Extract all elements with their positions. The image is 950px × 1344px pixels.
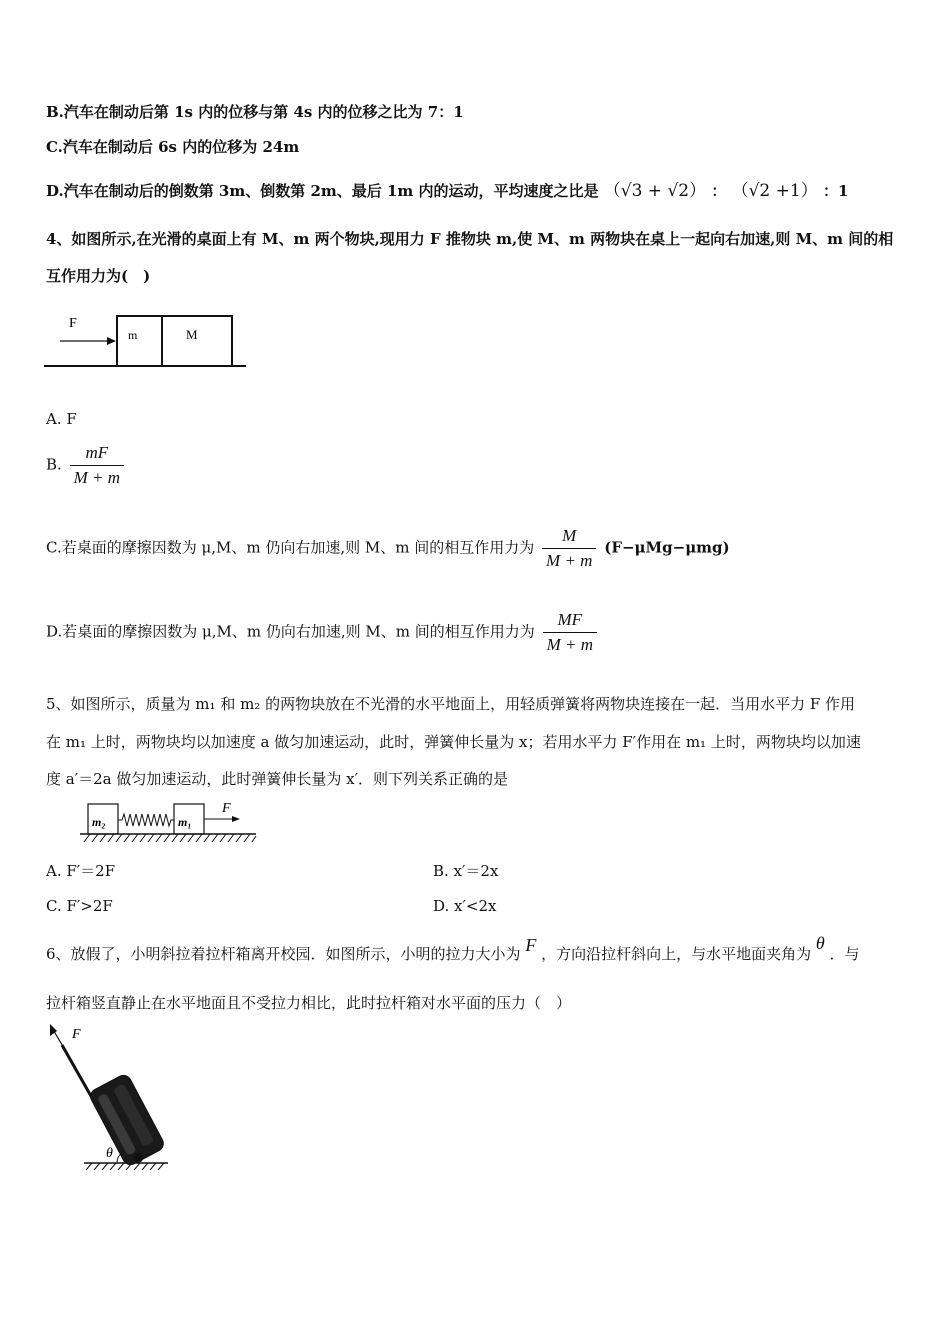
q5-option-c: C. F′>2F [46, 897, 113, 915]
q5-ground-hatch [84, 834, 256, 842]
q4-option-d-text: D.若桌面的摩擦因数为 μ,M、m 仍向右加速,则 M、m 间的相互作用力为 [46, 622, 535, 641]
q6-stem-line1 [46, 933, 860, 964]
q4-option-d [46, 610, 600, 655]
q5-block-m2-label: m₂ [92, 815, 106, 829]
q4-option-b-den: M + m [70, 465, 124, 488]
q5-option-a: A. F′＝2F [46, 862, 116, 880]
q4-option-d-den: M + m [543, 632, 597, 655]
q5-force-label: F [222, 801, 231, 816]
q4-block-M-label: M [186, 327, 198, 342]
q3-option-c: C.汽车在制动后 6s 内的位移为 24m [46, 138, 300, 156]
q5-stem-line2: 在 m₁ 上时，两物块均以加速度 a 做匀加速运动，此时，弹簧伸长量为 x；若用水平力 F′作用在 m₁ 上时，两物块均以加速 [46, 733, 861, 751]
q4-option-b-num: mF [85, 443, 109, 462]
q5-force-arrowhead [232, 816, 240, 822]
q4-block-m [117, 316, 162, 366]
q5-spring [118, 814, 174, 826]
q6-figure [40, 1020, 180, 1180]
q4-block-m-label: m [128, 328, 138, 342]
q3-option-d-ratio-b: （√2 +1） [731, 181, 818, 201]
q6-force-label: F [72, 1027, 81, 1042]
q4-option-d-num: MF [557, 610, 583, 629]
q6-stem-f: F [525, 935, 537, 955]
q6-stem-line1-a: 6、放假了，小明斜拉着拉杆箱离开校园．如图所示，小明的拉力大小为 [46, 945, 521, 963]
q4-stem-line2: 互作用力为( ) [46, 267, 151, 285]
q4-option-a: A. F [46, 410, 77, 428]
q4-option-b-fraction [70, 443, 124, 488]
q4-option-b [46, 443, 127, 488]
q5-option-b: B. x′＝2x [433, 862, 499, 880]
q3-option-d-sep: ： [711, 182, 727, 200]
q6-stem-line1-c: ．与 [829, 945, 860, 963]
q6-stem-theta: θ [815, 933, 825, 953]
q4-stem-line1: 4、如图所示,在光滑的桌面上有 M、m 两个物块,现用力 F 推物块 m,使 M、m 两物块在桌上一起向右加速,则 M、m 间的相 [46, 230, 894, 248]
q3-option-d [46, 181, 848, 201]
q6-wheel [133, 1153, 143, 1163]
q4-force-label: F [69, 316, 77, 331]
q3-option-d-text: D.汽车在制动后的倒数第 3m、倒数第 2m、最后 1m 内的运动，平均速度之比是 [46, 182, 599, 200]
q5-block-m1-label: m₁ [178, 815, 192, 829]
q4-option-c-fraction [542, 526, 596, 571]
q6-angle-label: θ [106, 1146, 113, 1161]
q3-option-b: B.汽车在制动后第 1s 内的位移与第 4s 内的位移之比为 7：1 [46, 103, 464, 121]
q3-option-d-ratio-a: （√3 + √2） [603, 181, 707, 201]
q4-option-b-prefix: B. [46, 455, 62, 474]
q5-option-d: D. x′<2x [433, 897, 497, 915]
q6-suitcase [88, 1073, 166, 1168]
q4-option-c-text: C.若桌面的摩擦因数为 μ,M、m 仍向右加速,则 M、m 间的相互作用力为 [46, 538, 535, 557]
q4-force-arrowhead [107, 337, 116, 345]
q4-option-c-num: M [562, 526, 577, 545]
q4-figure [44, 308, 254, 370]
q4-option-c-den: M + m [542, 548, 596, 571]
q6-stem-line2: 拉杆箱竖直静止在水平地面且不受拉力相比，此时拉杆箱对水平面的压力（ ） [46, 994, 572, 1012]
q4-option-c-tail: (F−μMg−μmg) [604, 538, 730, 557]
q4-option-c [46, 526, 730, 571]
q6-ground-hatch [86, 1163, 164, 1170]
q3-option-d-end: ：1 [822, 182, 849, 200]
q6-stem-line1-b: ，方向沿拉杆斜向上，与水平地面夹角为 [541, 945, 812, 963]
q5-stem-line3: 度 a′＝2a 做匀加速运动，此时弹簧伸长量为 x′．则下列关系正确的是 [46, 770, 509, 788]
q5-figure [76, 798, 261, 846]
q5-stem-line1: 5、如图所示，质量为 m₁ 和 m₂ 的两物块放在不光滑的水平地面上，用轻质弹簧将两物块连接在一起．当用水平力 F 作用 [46, 695, 856, 713]
q4-option-d-fraction [543, 610, 597, 655]
